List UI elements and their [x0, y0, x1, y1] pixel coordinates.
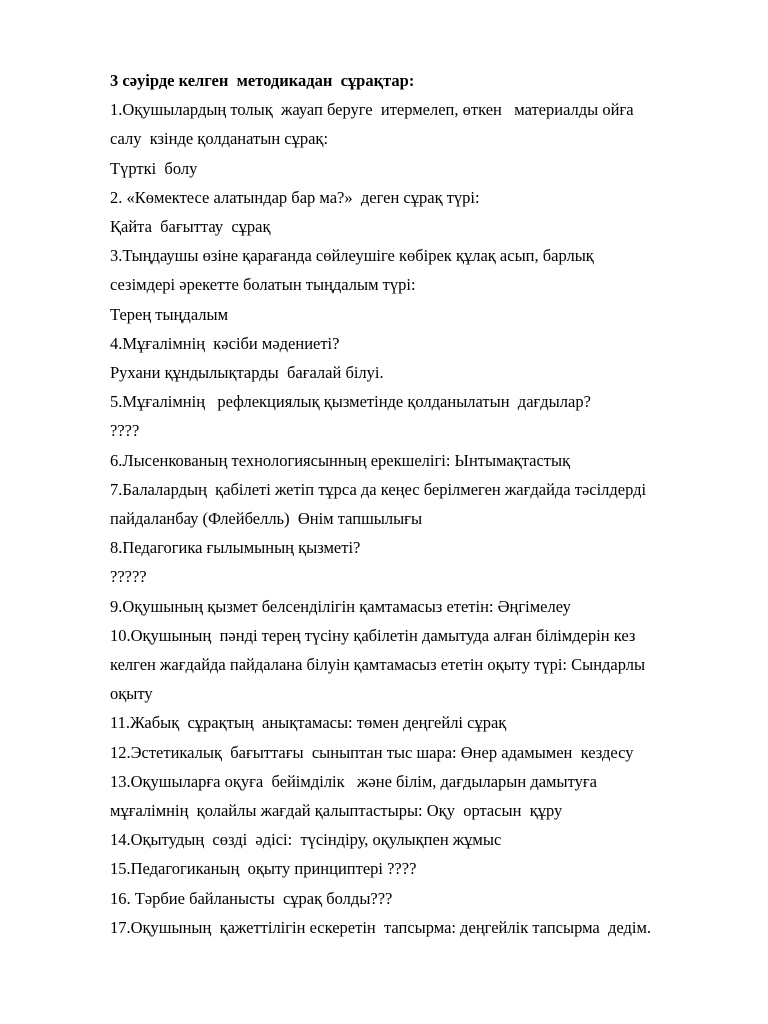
text-line: 5.Мұғалімнің рефлекциялық қызметінде қолданылатын дағдылар?	[110, 392, 591, 412]
text-line: Түрткі болу	[110, 158, 198, 178]
text-line: 16. Тәрбие байланысты сұрақ болды???	[110, 888, 393, 908]
document-body	[110, 95, 720, 942]
text-line: келген жағдайда пайдалана білуін қамтамасыз ететін оқыту түрі: Сындарлы	[110, 655, 646, 675]
text-line: 4.Мұғалімнің кәсіби мәдениеті?	[110, 333, 340, 353]
text-line: 17.Оқушының қажеттілігін ескеретін тапсырма: деңгейлік тапсырма дедім.	[110, 917, 652, 937]
text-line: пайдаланбау (Флейбелль) Өнім тапшылығы	[110, 509, 423, 529]
text-line: 2. «Көмектесе алатындар бар ма?» деген сұрақ түрі:	[110, 187, 480, 207]
text-line: ????	[110, 421, 140, 441]
text-line: 14.Оқытудың сөзді әдісі: түсіндіру, оқулықпен жұмыс	[110, 830, 502, 850]
text-line: 12.Эстетикалық бағыттағы сыныптан тыс шара: Өнер адамымен кездесу	[110, 742, 634, 762]
text-line: 10.Оқушының пәнді терең түсіну қабілетін дамытуда алған білімдерін кез	[110, 625, 636, 645]
document-title: 3 сәуірде келген методикадан сұрақтар:	[110, 71, 415, 90]
text-line: 6.Лысенкованың технологиясынның ерекшелігі: Ынтымақтастық	[110, 450, 571, 470]
text-line: 11.Жабық сұрақтың анықтамасы: төмен деңгейлі сұрақ	[110, 713, 507, 733]
text-line: 3.Тыңдаушы өзіне қарағанда сөйлеушіге көбірек құлақ асып, барлық	[110, 246, 594, 266]
text-line: мұғалімнің қолайлы жағдай қалыптастыры: Оқу ортасын құру	[110, 801, 563, 821]
document-page	[110, 66, 720, 942]
text-line: оқыту	[110, 684, 153, 704]
text-line: 9.Оқушының қызмет белсенділігін қамтамасыз ететін: Әңгімелеу	[110, 596, 571, 616]
text-line: Рухани құндылықтарды бағалай білуі.	[110, 363, 384, 383]
text-line: 7.Балалардың қабілеті жетіп тұрса да кеңес берілмеген жағдайда тәсілдерді	[110, 479, 647, 499]
text-line: ?????	[110, 567, 147, 587]
text-line: Қайта бағыттау сұрақ	[110, 217, 271, 237]
text-line: Терең тыңдалым	[110, 304, 229, 324]
text-line: 15.Педагогиканың оқыту принциптері ????	[110, 859, 417, 879]
text-line: 8.Педагогика ғылымының қызметі?	[110, 538, 361, 558]
text-line: сезімдері әрекетте болатын тыңдалым түрі:	[110, 275, 416, 295]
text-line: 13.Оқушыларға оқуға бейімділік және білім, дағдыларын дамытуға	[110, 771, 597, 791]
text-line: 1.Оқушылардың толық жауап беруге итермелеп, өткен материалды ойға	[110, 100, 634, 120]
text-line: салу кзінде қолданатын сұрақ:	[110, 129, 329, 149]
